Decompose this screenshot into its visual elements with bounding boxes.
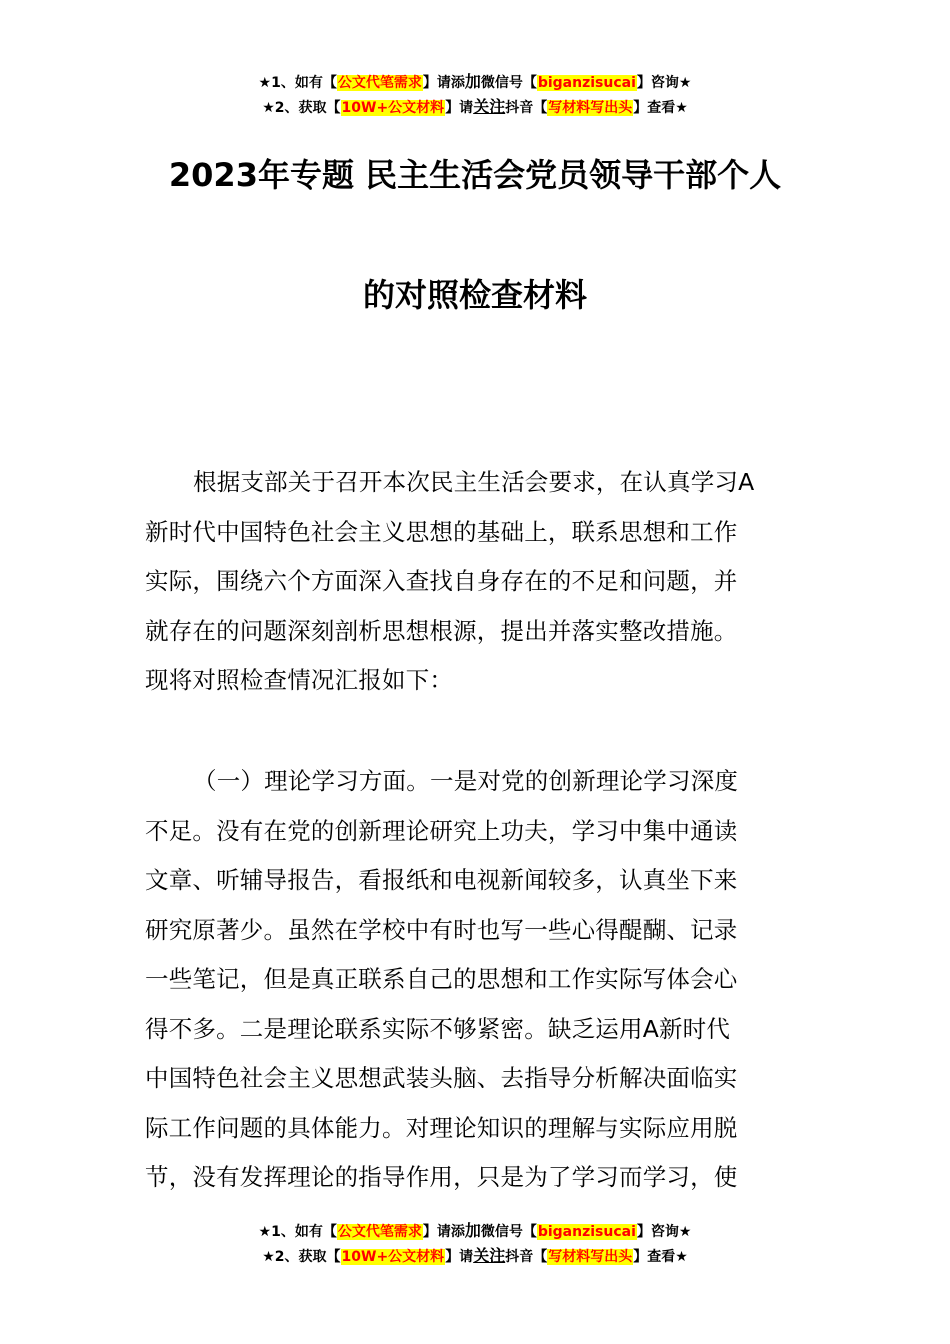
highlight-materials: 10W+公文材料 bbox=[341, 1249, 445, 1265]
banner-text: 】咨询★ bbox=[636, 1224, 692, 1240]
top-banner bbox=[0, 70, 950, 120]
banner-text: 微信号【 bbox=[480, 75, 537, 91]
banner-text: 】请 bbox=[445, 100, 474, 116]
banner-text: ★2、获取【 bbox=[262, 100, 341, 116]
banner-text: 抖音【 bbox=[505, 100, 548, 116]
banner-line-2 bbox=[0, 1244, 950, 1269]
banner-text: 】请添 bbox=[422, 75, 465, 91]
highlight-wechat-id: biganzisucai bbox=[537, 75, 636, 91]
paragraph-line: 就存在的问题深刻剖析思想根源，提出并落实整改措施。 bbox=[145, 616, 738, 645]
highlight-service: 公文代笔需求 bbox=[337, 75, 422, 91]
banner-text: 抖音【 bbox=[505, 1249, 548, 1265]
paragraph-line: 中国特色社会主义思想武装头脑、去指导分析解决面临实 bbox=[145, 1064, 738, 1092]
highlight-douyin-id: 写材料写出头 bbox=[548, 1249, 633, 1265]
body-paragraph-intro bbox=[145, 458, 810, 706]
bottom-banner bbox=[0, 1219, 950, 1269]
paragraph-line: 节，没有发挥理论的指导作用，只是为了学习而学习，使 bbox=[145, 1163, 738, 1191]
banner-text: ★1、如有【 bbox=[258, 1224, 337, 1240]
paragraph-line: 文章、听辅导报告，看报纸和电视新闻较多，认真坐下来 bbox=[145, 866, 738, 894]
document-title-line-2: 的对照检查材料 bbox=[362, 276, 587, 314]
paragraph-line: 得不多。二是理论联系实际不够紧密。缺乏运用A新时代 bbox=[145, 1014, 731, 1043]
banner-text: 】查看★ bbox=[633, 1249, 688, 1265]
highlight-wechat-id: biganzisucai bbox=[537, 1224, 636, 1240]
document-title-line-1: 2023年专题 民主生活会党员领导干部个人 bbox=[168, 156, 782, 194]
paragraph-line: 不足。没有在党的创新理论研究上功夫，学习中集中通读 bbox=[145, 816, 738, 845]
paragraph-line: 研究原著少。虽然在学校中有时也写一些心得醍醐、记录 bbox=[145, 915, 738, 944]
banner-emphasis: 加 bbox=[464, 72, 481, 91]
banner-emphasis: 关注 bbox=[473, 97, 506, 116]
banner-emphasis: 关注 bbox=[473, 1246, 506, 1265]
banner-text: ★2、获取【 bbox=[262, 1249, 341, 1265]
highlight-service: 公文代笔需求 bbox=[337, 1224, 422, 1240]
paragraph-line: 一些笔记，但是真正联系自己的思想和工作实际写体会心 bbox=[145, 965, 738, 993]
paragraph-line: 实际，围绕六个方面深入查找自身存在的不足和问题，并 bbox=[145, 567, 738, 595]
banner-line-1 bbox=[0, 1219, 950, 1244]
banner-text: 】请添 bbox=[422, 1224, 465, 1240]
body-paragraph-theory-study bbox=[145, 757, 810, 1203]
paragraph-line: 根据支部关于召开本次民主生活会要求，在认真学习A bbox=[193, 468, 755, 496]
banner-emphasis: 加 bbox=[464, 1221, 481, 1240]
highlight-douyin-id: 写材料写出头 bbox=[548, 100, 633, 116]
paragraph-line: （一）理论学习方面。一是对党的创新理论学习深度 bbox=[193, 767, 739, 795]
banner-text: 微信号【 bbox=[480, 1224, 537, 1240]
banner-text: 】请 bbox=[445, 1249, 474, 1265]
paragraph-line: 际工作问题的具体能力。对理论知识的理解与实际应用脱 bbox=[145, 1113, 738, 1142]
banner-text: 】查看★ bbox=[633, 100, 688, 116]
banner-text: ★1、如有【 bbox=[258, 75, 337, 91]
banner-line-1 bbox=[0, 70, 950, 95]
banner-line-2 bbox=[0, 95, 950, 120]
banner-text: 】咨询★ bbox=[636, 75, 692, 91]
highlight-materials: 10W+公文材料 bbox=[341, 100, 445, 116]
paragraph-line: 现将对照检查情况汇报如下： bbox=[145, 666, 454, 694]
paragraph-line: 新时代中国特色社会主义思想的基础上，联系思想和工作 bbox=[145, 517, 738, 546]
